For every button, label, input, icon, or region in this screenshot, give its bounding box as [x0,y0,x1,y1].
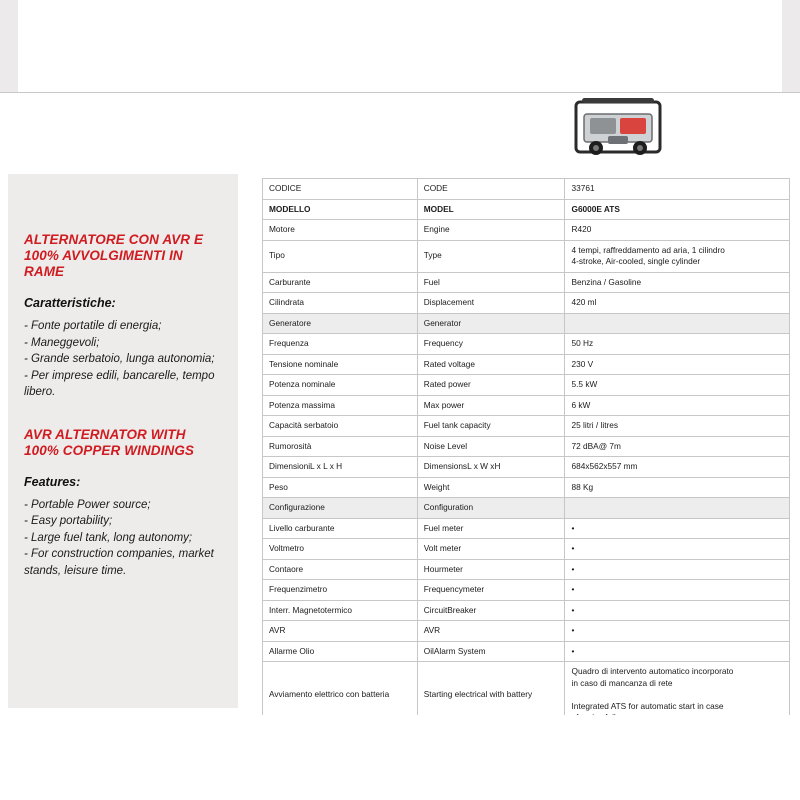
cell-label-it: MODELLO [263,199,418,220]
table-row [263,395,790,416]
cell-label-en: Starting electrical with battery [417,662,565,729]
cell-label-en: DimensionsL x W xH [417,457,565,478]
cell-value: 50 Hz [565,334,790,355]
cell-value: • [565,641,790,662]
table-row [263,559,790,580]
cell-label-it: Frequenzimetro [263,580,418,601]
cell-value: G6000E ATS [565,199,790,220]
cell-label-it: Allarme Olio [263,641,418,662]
list-item: - Per imprese edili, bancarelle, tempo libero. [24,369,215,398]
table-row [263,375,790,396]
table-row [263,580,790,601]
table-row [263,272,790,293]
cell-label-en: Hourmeter [417,559,565,580]
decorative-bar-right [782,0,800,92]
cell-value: Quadro di intervento automatico incorporato in caso di mancanza di rete Integrated ATS for automatic start in case [565,662,790,729]
cell-label-it: Potenza nominale [263,375,418,396]
cell-label-en: MODEL [417,199,565,220]
table-row [263,436,790,457]
features-panel [8,174,238,708]
specification-table-wrapper [262,178,790,800]
cell-label-it: Tensione nominale [263,354,418,375]
cell-label-it: Capacità serbatoio [263,416,418,437]
header-divider [0,92,800,93]
cell-label-en: Rated voltage [417,354,565,375]
table-row [263,416,790,437]
table-row [263,199,790,220]
cell-label-it: DimensioniL x L x H [263,457,418,478]
cell-value: 5.5 kW [565,375,790,396]
cell-label-it: Cilindrata [263,293,418,314]
cell-label-it: Potenza massima [263,395,418,416]
cell-label-en: OilAlarm System [417,641,565,662]
table-row [263,334,790,355]
cell-value: • [565,539,790,560]
cell-label-it: AVR [263,621,418,642]
table-row [263,240,790,272]
cell-label-it: Generatore [263,313,418,334]
cell-label-en: Noise Level [417,436,565,457]
feature-subtitle-en: Features: [24,474,81,489]
cell-label-it: Voltmetro [263,539,418,560]
cell-label-it: Contaore [263,559,418,580]
cell-value: • [565,518,790,539]
cell-value: Benzina / Gasoline [565,272,790,293]
cell-label-en: Fuel [417,272,565,293]
generator-illustration [568,92,668,166]
feature-list-it [24,318,224,401]
list-item: - Easy portability; [24,515,113,527]
table-row [263,600,790,621]
cell-value: 684x562x557 mm [565,457,790,478]
table-row [263,179,790,200]
product-image [568,92,668,166]
list-item: - Grande serbatoio, lunga autonomia; [24,353,215,365]
feature-subtitle-it: Caratteristiche: [24,296,116,310]
cell-label-it: Peso [263,477,418,498]
cell-label-en: Type [417,240,565,272]
cell-label-en: Fuel meter [417,518,565,539]
cell-value: 88 Kg [565,477,790,498]
feature-heading-it: ALTERNATORE CON AVR E 100% AVVOLGIMENTI IN RAME [24,232,204,279]
cell-label-en: Configuration [417,498,565,519]
cell-label-en: Rated power [417,375,565,396]
cell-value: R420 [565,220,790,241]
cell-label-it: Motore [263,220,418,241]
cell-value [565,498,790,519]
list-item: - For construction companies, market stands, leisure time. [24,548,214,577]
cell-label-en: Frequency [417,334,565,355]
table-row [263,518,790,539]
list-item: - Large fuel tank, long autonomy; [24,531,193,544]
decorative-bar-left [0,0,18,92]
cell-value: 33761 [565,179,790,200]
table-row [263,354,790,375]
table-row [263,498,790,519]
list-item: - Portable Power source; [24,498,151,511]
list-item: - Maneggevoli; [24,336,100,349]
cell-label-it: Rumorosità [263,436,418,457]
table-row [263,220,790,241]
table-row [263,641,790,662]
cell-value: • [565,621,790,642]
feature-list-en [24,497,224,580]
feature-heading-en: AVR ALTERNATOR WITH 100% COPPER WINDINGS [24,426,195,458]
page-footer-space [0,715,800,800]
cell-value: • [565,580,790,601]
cell-label-it: Avviamento elettrico con batteria [263,662,418,729]
cell-value: • [565,600,790,621]
table-row [263,621,790,642]
cell-label-it: Carburante [263,272,418,293]
cell-value [565,313,790,334]
cell-label-it: Livello carburante [263,518,418,539]
table-row [263,457,790,478]
cell-value: 420 ml [565,293,790,314]
cell-value: 4 tempi, raffreddamento ad aria, 1 cilindro 4-stroke, Air-cooled, single cylinder [565,240,790,272]
cell-label-en: AVR [417,621,565,642]
cell-label-en: CircuitBreaker [417,600,565,621]
cell-label-en: Displacement [417,293,565,314]
table-row [263,293,790,314]
cell-value: 230 V [565,354,790,375]
cell-label-it: CODICE [263,179,418,200]
cell-label-en: Volt meter [417,539,565,560]
cell-label-en: Max power [417,395,565,416]
cell-label-it: Frequenza [263,334,418,355]
cell-label-it: Tipo [263,240,418,272]
cell-label-en: CODE [417,179,565,200]
table-row [263,313,790,334]
cell-label-en: Fuel tank capacity [417,416,565,437]
cell-label-en: Weight [417,477,565,498]
cell-label-en: Frequencymeter [417,580,565,601]
list-item: - Fonte portatile di energia; [24,320,162,332]
cell-label-en: Engine [417,220,565,241]
cell-label-it: Interr. Magnetotermico [263,600,418,621]
cell-value: 6 kW [565,395,790,416]
cell-value: 72 dBA@ 7m [565,436,790,457]
cell-label-en: Generator [417,313,565,334]
table-row [263,539,790,560]
table-row [263,477,790,498]
cell-value: 25 litri / litres [565,416,790,437]
cell-label-it: Configurazione [263,498,418,519]
specification-table [262,178,790,800]
cell-value: • [565,559,790,580]
